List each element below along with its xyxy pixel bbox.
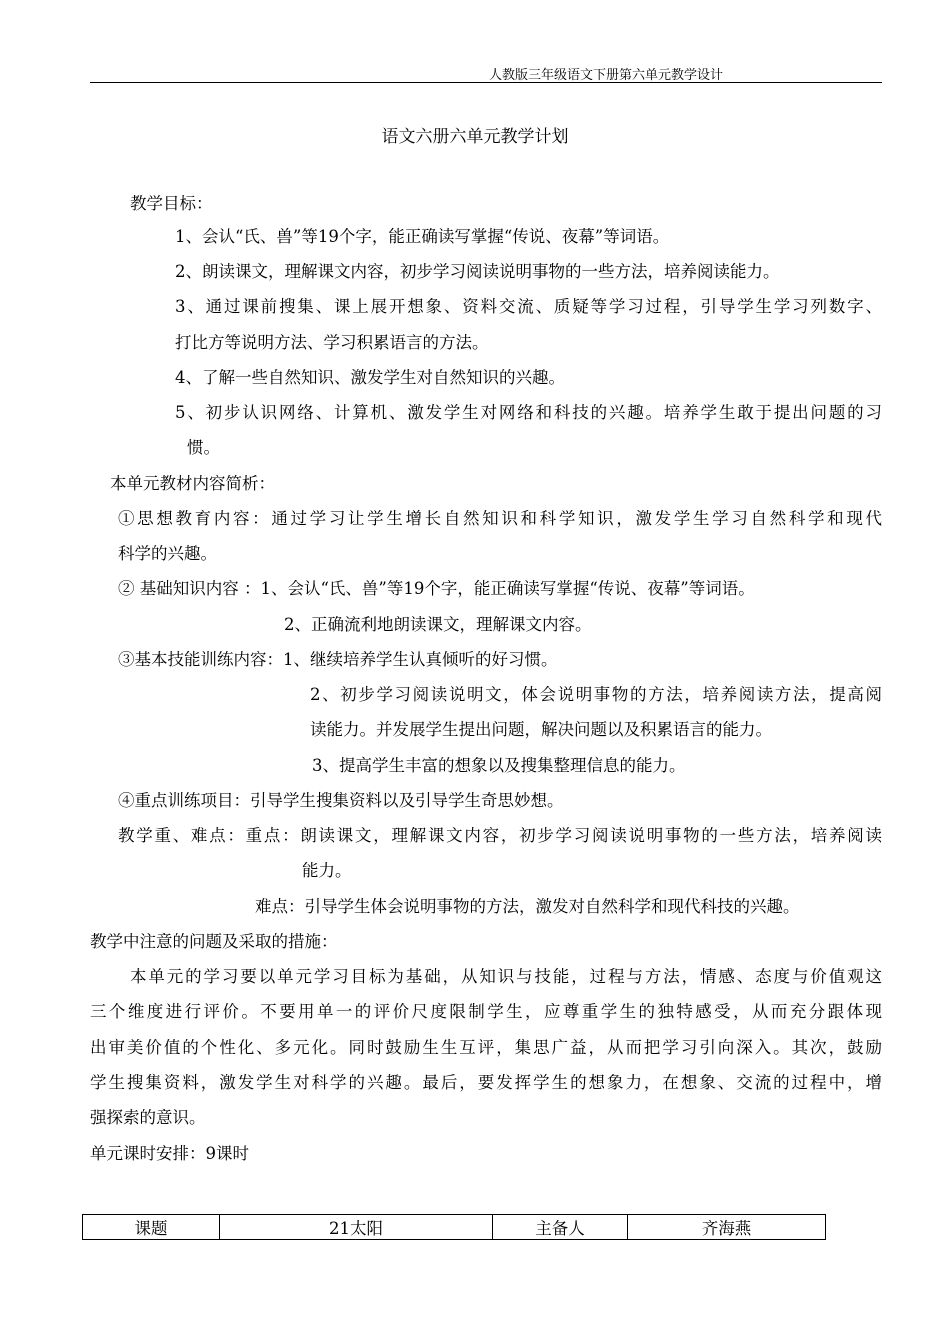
analysis-line: 2、初步学习阅读说明文，体会说明事物的方法，培养阅读方法，提高阅	[310, 685, 882, 704]
goal-item: 1、会认“氏、兽”等19个字，能正确读写掌握“传说、夜幕”等词语。	[175, 227, 670, 246]
measures-line: 学生搜集资料，激发学生对科学的兴趣。最后，要发挥学生的想象力，在想象、交流的过程中，增	[90, 1073, 882, 1092]
preparer-label-cell: 主备人	[493, 1215, 628, 1240]
analysis-heading: 本单元教材内容简析：	[110, 474, 275, 493]
goal-item: 5、初步认识网络、计算机、激发学生对网络和科技的兴趣。培养学生敢于提出问题的习	[175, 403, 882, 422]
header-rule	[90, 82, 882, 83]
analysis-line: 能力。	[302, 861, 352, 880]
goal-item: 4、了解一些自然知识、激发学生对自然知识的兴趣。	[175, 368, 565, 387]
analysis-line: 科学的兴趣。	[118, 544, 217, 563]
analysis-line: ①思想教育内容：通过学习让学生增长自然知识和科学知识，激发学生学习自然科学和现代	[118, 509, 882, 528]
topic-label-cell: 课题	[83, 1215, 220, 1240]
goal-item-continued: 惯。	[187, 438, 220, 457]
analysis-line: 2、正确流利地朗读课文，理解课文内容。	[284, 615, 592, 634]
analysis-line: ③基本技能训练内容：1、继续培养学生认真倾听的好习惯。	[118, 650, 558, 669]
analysis-line: ④重点训练项目：引导学生搜集资料以及引导学生奇思妙想。	[118, 791, 564, 810]
topic-cell: 21太阳	[220, 1215, 493, 1240]
lesson-info-table	[82, 1214, 826, 1240]
measures-heading: 教学中注意的问题及采取的措施：	[90, 932, 338, 951]
schedule-line: 单元课时安排：9课时	[90, 1144, 249, 1163]
measures-line: 强探索的意识。	[90, 1108, 206, 1127]
analysis-line: 3、提高学生丰富的想象以及搜集整理信息的能力。	[312, 756, 686, 775]
goals-heading: 教学目标：	[130, 194, 213, 213]
table-row	[83, 1215, 826, 1240]
goal-item: 2、朗读课文，理解课文内容，初步学习阅读说明事物的一些方法，培养阅读能力。	[175, 262, 780, 281]
measures-line: 本单元的学习要以单元学习目标为基础，从知识与技能，过程与方法，情感、态度与价值观这	[130, 967, 882, 986]
analysis-line: 读能力。并发展学生提出问题，解决问题以及积累语言的能力。	[310, 720, 772, 739]
document-title: 语文六册六单元教学计划	[381, 127, 569, 147]
analysis-line: 教学重、难点：重点：朗读课文，理解课文内容，初步学习阅读说明事物的一些方法，培养阅读	[118, 826, 882, 845]
goal-item: 3、通过课前搜集、课上展开想象、资料交流、质疑等学习过程，引导学生学习列数字、	[175, 297, 882, 316]
goal-item-continued: 打比方等说明方法、学习积累语言的方法。	[175, 333, 489, 352]
preparer-cell: 齐海燕	[628, 1215, 826, 1240]
analysis-line: ② 基础知识内容 ：1、会认“氏、兽”等19个字，能正确读写掌握“传说、夜幕”等词语。	[118, 579, 755, 598]
page-header: 人教版三年级语文下册第六单元教学设计	[488, 68, 723, 83]
measures-line: 出审美价值的个性化、多元化。同时鼓励生生互评，集思广益，从而把学习引向深入。其次，鼓励	[90, 1038, 882, 1057]
analysis-line: 难点：引导学生体会说明事物的方法，激发对自然科学和现代科技的兴趣。	[255, 897, 800, 916]
measures-line: 三个维度进行评价。不要用单一的评价尺度限制学生，应尊重学生的独特感受，从而充分跟体现	[90, 1002, 882, 1021]
